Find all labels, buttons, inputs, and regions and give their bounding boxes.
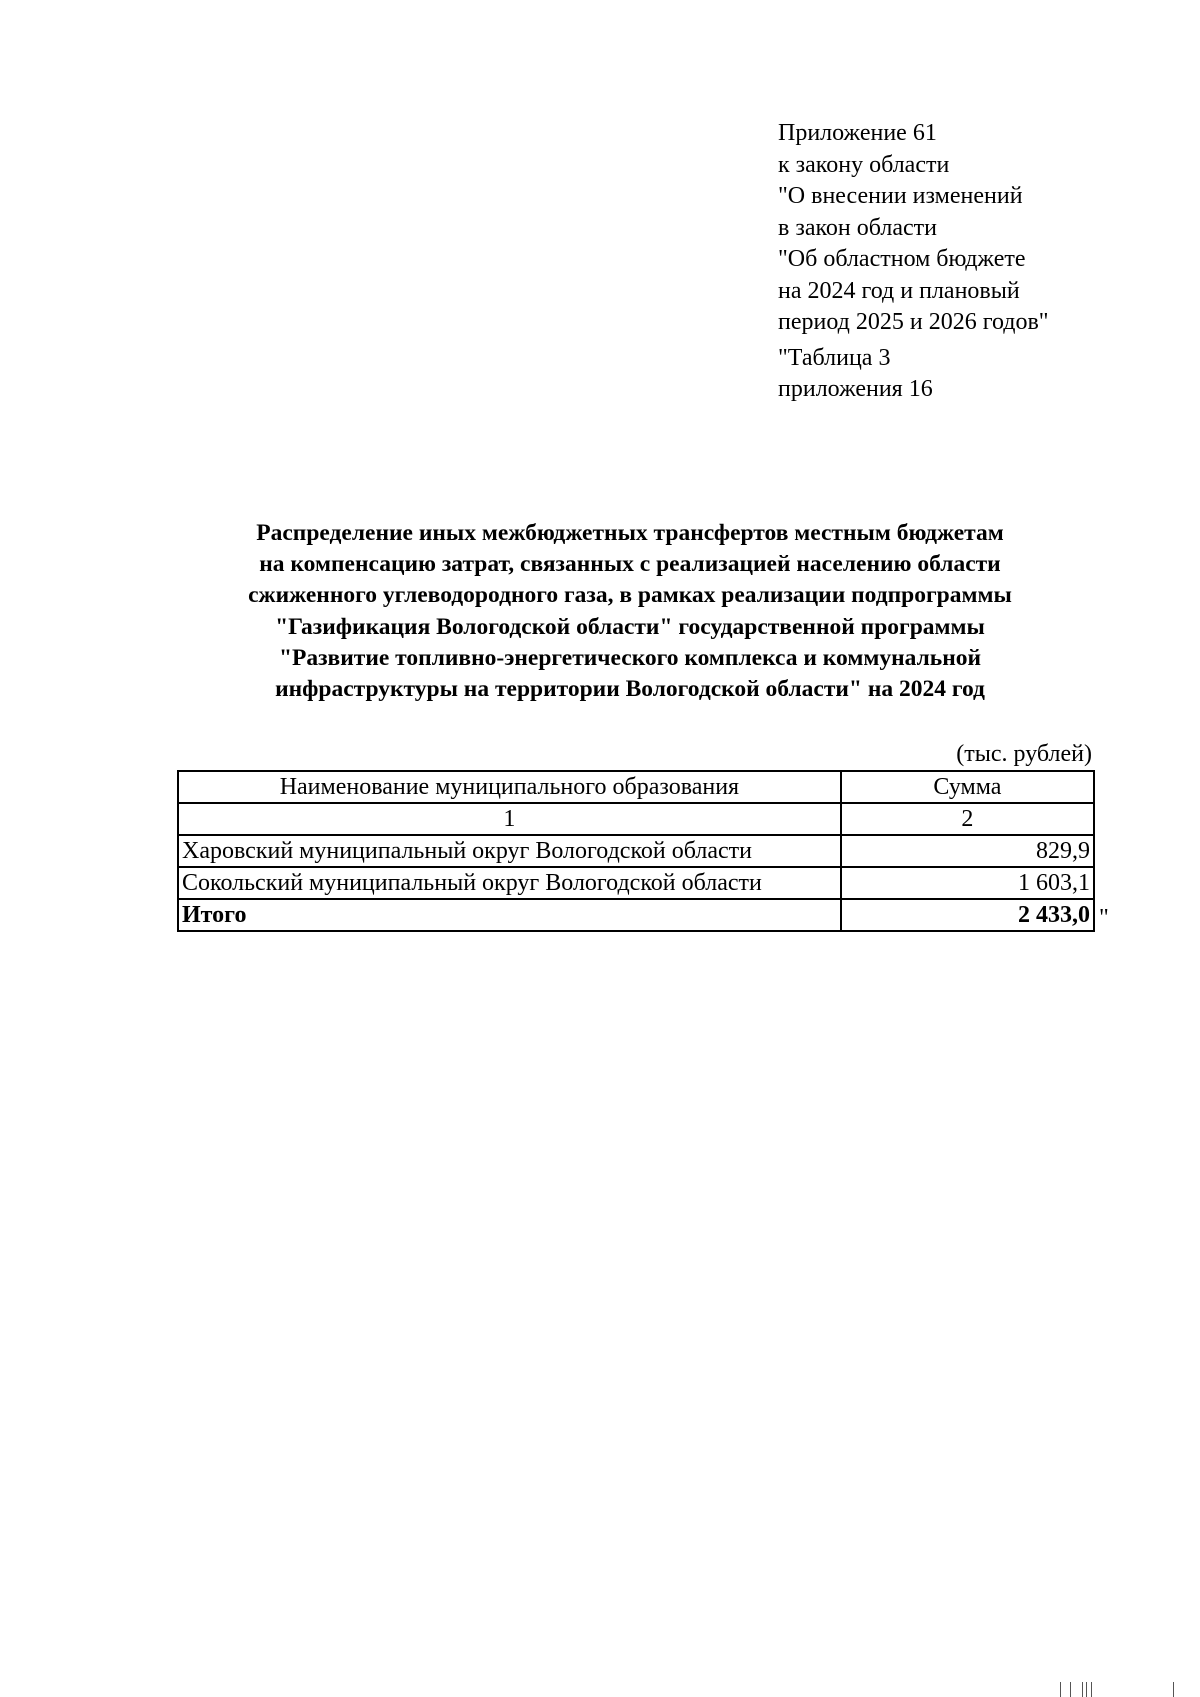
- scan-mark: [1173, 1682, 1174, 1697]
- title-line: "Развитие топливно-энергетического комплекса и коммунальной: [278, 644, 982, 671]
- header-name: Наименование муниципального образования: [178, 771, 841, 803]
- title-line: на компенсацию затрат, связанных с реализацией населению области: [259, 551, 1001, 578]
- appendix-line: "Об областном бюджете: [778, 246, 1026, 272]
- column-number: 2: [841, 803, 1094, 835]
- total-label: Итого: [178, 899, 841, 931]
- table-header-row: [178, 771, 1094, 803]
- table-row: [178, 835, 1094, 867]
- scan-edge-marks: [1060, 1682, 1200, 1697]
- units-label: (тыс. рублей): [956, 741, 1092, 767]
- total-value: 2 433,0: [841, 899, 1094, 931]
- appendix-line: период 2025 и 2026 годов": [778, 309, 1049, 335]
- total-row: [178, 899, 1094, 931]
- scan-mark: [1091, 1682, 1092, 1697]
- appendix-line: "О внесении изменений: [778, 183, 1023, 209]
- table-reference: приложения 16: [778, 376, 933, 402]
- document-title: [190, 518, 1070, 705]
- appendix-line: на 2024 год и плановый: [778, 277, 1020, 304]
- scan-mark: [1082, 1682, 1083, 1697]
- title-line: инфраструктуры на территории Вологодской области" на 2024 год: [275, 676, 985, 703]
- column-number-row: [178, 803, 1094, 835]
- scan-mark: [1086, 1682, 1087, 1697]
- appendix-line: в закон области: [778, 214, 937, 241]
- municipality-name: Сокольский муниципальный округ Вологодской области: [178, 867, 841, 899]
- appendix-header: [778, 118, 1178, 406]
- municipality-name: Харовский муниципальный округ Вологодской области: [178, 835, 841, 867]
- distribution-table: [177, 770, 1095, 932]
- scan-mark: [1070, 1682, 1071, 1697]
- header-sum: Сумма: [841, 771, 1094, 803]
- closing-quote: ": [1099, 905, 1109, 931]
- sum-value: 1 603,1: [841, 867, 1094, 899]
- table-reference: "Таблица 3: [778, 344, 891, 371]
- title-line: сжиженного углеводородного газа, в рамках реализации подпрограммы: [248, 582, 1012, 609]
- scan-mark: [1060, 1682, 1061, 1697]
- title-line: Распределение иных межбюджетных трансфертов местным бюджетам: [256, 520, 1004, 546]
- table-row: [178, 867, 1094, 899]
- appendix-number: Приложение 61: [778, 120, 937, 146]
- title-line: "Газификация Вологодской области" государственной программы: [275, 613, 985, 640]
- appendix-line: к закону области: [778, 151, 950, 178]
- column-number: 1: [178, 803, 841, 835]
- sum-value: 829,9: [841, 835, 1094, 867]
